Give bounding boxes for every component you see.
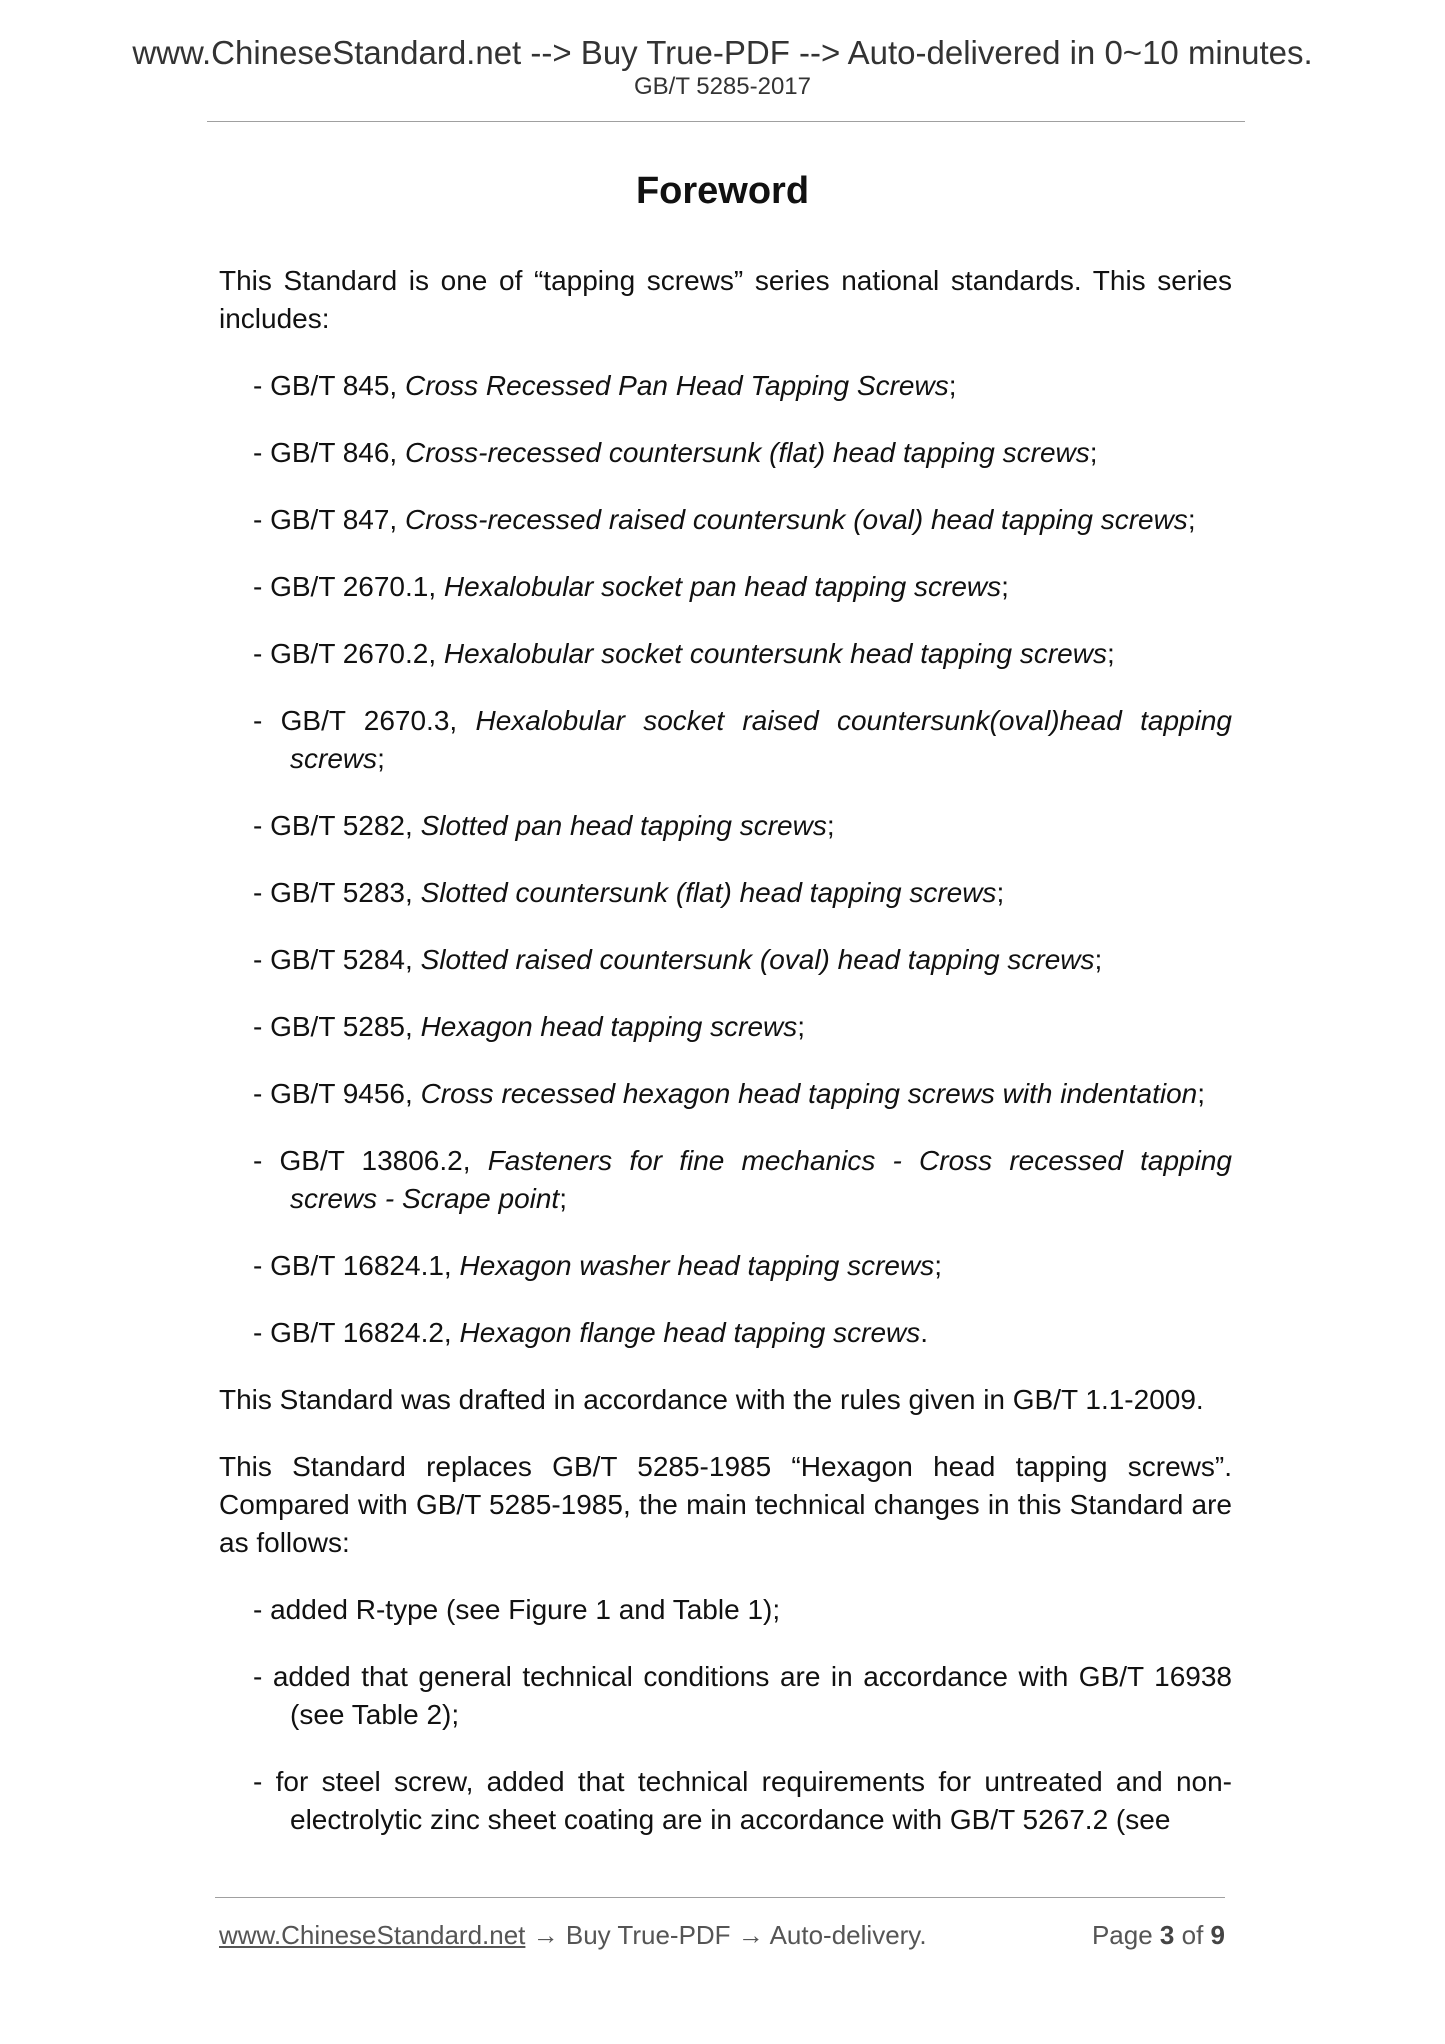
standard-title: Hexagon flange head tapping screws [459, 1317, 921, 1348]
item-end: ; [996, 877, 1005, 908]
page-counter [1092, 1918, 1225, 1952]
item-end: ; [377, 743, 385, 774]
item-end: ; [1089, 437, 1098, 468]
list-item [253, 941, 1232, 979]
standard-title: Cross recessed hexagon head tapping screws with indentation [420, 1078, 1198, 1109]
item-end: ; [559, 1183, 567, 1214]
standard-title: Slotted raised countersunk (oval) head tapping screws [420, 944, 1095, 975]
standard-title: Cross-recessed countersunk (flat) head tapping screws [405, 437, 1090, 468]
footer-divider [215, 1897, 1225, 1898]
standard-code: - GB/T 2670.2, [253, 638, 444, 669]
footer-promo [219, 1918, 927, 1952]
standard-title: Hexalobular socket pan head tapping screws [443, 571, 1002, 602]
standard-title: Slotted countersunk (flat) head tapping screws [420, 877, 997, 908]
list-item [253, 1142, 1232, 1218]
list-item [253, 1008, 1232, 1046]
standard-title: Fasteners for fine mechanics - Cross recessed tapping screws - Scrape point [290, 1145, 1232, 1214]
list-item [253, 1075, 1232, 1113]
list-item [253, 807, 1232, 845]
item-end: ; [797, 1011, 806, 1042]
list-item [253, 1247, 1232, 1285]
standard-code: - GB/T 846, [253, 437, 405, 468]
item-end: ; [1094, 944, 1103, 975]
intro-paragraph: This Standard is one of “tapping screws” series national standards. This series includes: [219, 265, 1232, 334]
item-end: ; [934, 1250, 943, 1281]
replaces-paragraph: This Standard replaces GB/T 5285-1985 “Hexagon head tapping screws”. Compared with GB/T 5285-1985, the main technical changes in this Standard are as follows: [219, 1451, 1232, 1558]
standard-code: - GB/T 847, [253, 504, 405, 535]
document-body [219, 262, 1232, 1868]
document-code: GB/T 5285-2017 [633, 73, 811, 100]
of-word: of [1174, 1920, 1211, 1950]
item-end: ; [1106, 638, 1115, 669]
list-item [253, 568, 1232, 606]
list-item [253, 434, 1232, 472]
list-item [253, 635, 1232, 673]
drafting-paragraph: This Standard was drafted in accordance with the rules given in GB/T 1.1-2009. [219, 1384, 1204, 1415]
list-item [253, 501, 1232, 539]
standard-code: - GB/T 5285, [253, 1011, 421, 1042]
item-end: ; [1001, 571, 1009, 602]
standard-title: Slotted pan head tapping screws [420, 810, 827, 841]
standard-title: Cross Recessed Pan Head Tapping Screws [405, 370, 949, 401]
page-title: Foreword [635, 170, 810, 212]
series-list [219, 367, 1232, 1352]
website-link[interactable]: www.ChineseStandard.net [219, 1920, 526, 1950]
standard-code: - GB/T 5284, [253, 944, 421, 975]
standard-code: - GB/T 5282, [253, 810, 421, 841]
list-item [253, 367, 1232, 405]
list-item [253, 874, 1232, 912]
standard-code: - GB/T 845, [253, 370, 405, 401]
standard-code: - GB/T 16824.2, [253, 1317, 460, 1348]
standard-title: Cross-recessed raised countersunk (oval) head tapping screws [405, 504, 1188, 535]
item-end: ; [826, 810, 835, 841]
standard-code: - GB/T 2670.3, [253, 705, 476, 736]
item-end: ; [1187, 504, 1196, 535]
item-end: . [920, 1317, 929, 1348]
top-banner: www.ChineseStandard.net --> Buy True-PDF --> Auto-delivered in 0~10 minutes. [132, 34, 1313, 71]
list-item [253, 702, 1232, 778]
standard-code: - GB/T 13806.2, [253, 1145, 488, 1176]
change-item: - for steel screw, added that technical requirements for untreated and non-electrolytic zinc sheet coating are in accordance with GB/T 5267.2 (see [253, 1766, 1232, 1835]
header-divider [207, 121, 1245, 122]
page-number: 3 [1159, 1920, 1175, 1950]
standard-title: Hexalobular socket countersunk head tapping screws [443, 638, 1107, 669]
item-end: ; [1197, 1078, 1206, 1109]
change-item: - added R-type (see Figure 1 and Table 1); [253, 1594, 781, 1625]
item-end: ; [948, 370, 957, 401]
page-word: Page [1091, 1920, 1160, 1950]
page-footer [219, 1918, 1225, 1952]
standard-code: - GB/T 16824.1, [253, 1250, 460, 1281]
footer-tail: → Buy True-PDF → Auto-delivery. [525, 1920, 927, 1950]
standard-title: Hexagon washer head tapping screws [459, 1250, 935, 1281]
standard-title: Hexagon head tapping screws [420, 1011, 798, 1042]
standard-code: - GB/T 9456, [253, 1078, 421, 1109]
page-total: 9 [1210, 1920, 1225, 1950]
standard-code: - GB/T 5283, [253, 877, 421, 908]
standard-code: - GB/T 2670.1, [253, 571, 444, 602]
list-item [253, 1314, 1232, 1352]
standard-title: Hexalobular socket raised countersunk(oval)head tapping screws [290, 705, 1232, 774]
change-item: - added that general technical conditions are in accordance with GB/T 16938 (see Table 2); [253, 1661, 1232, 1730]
